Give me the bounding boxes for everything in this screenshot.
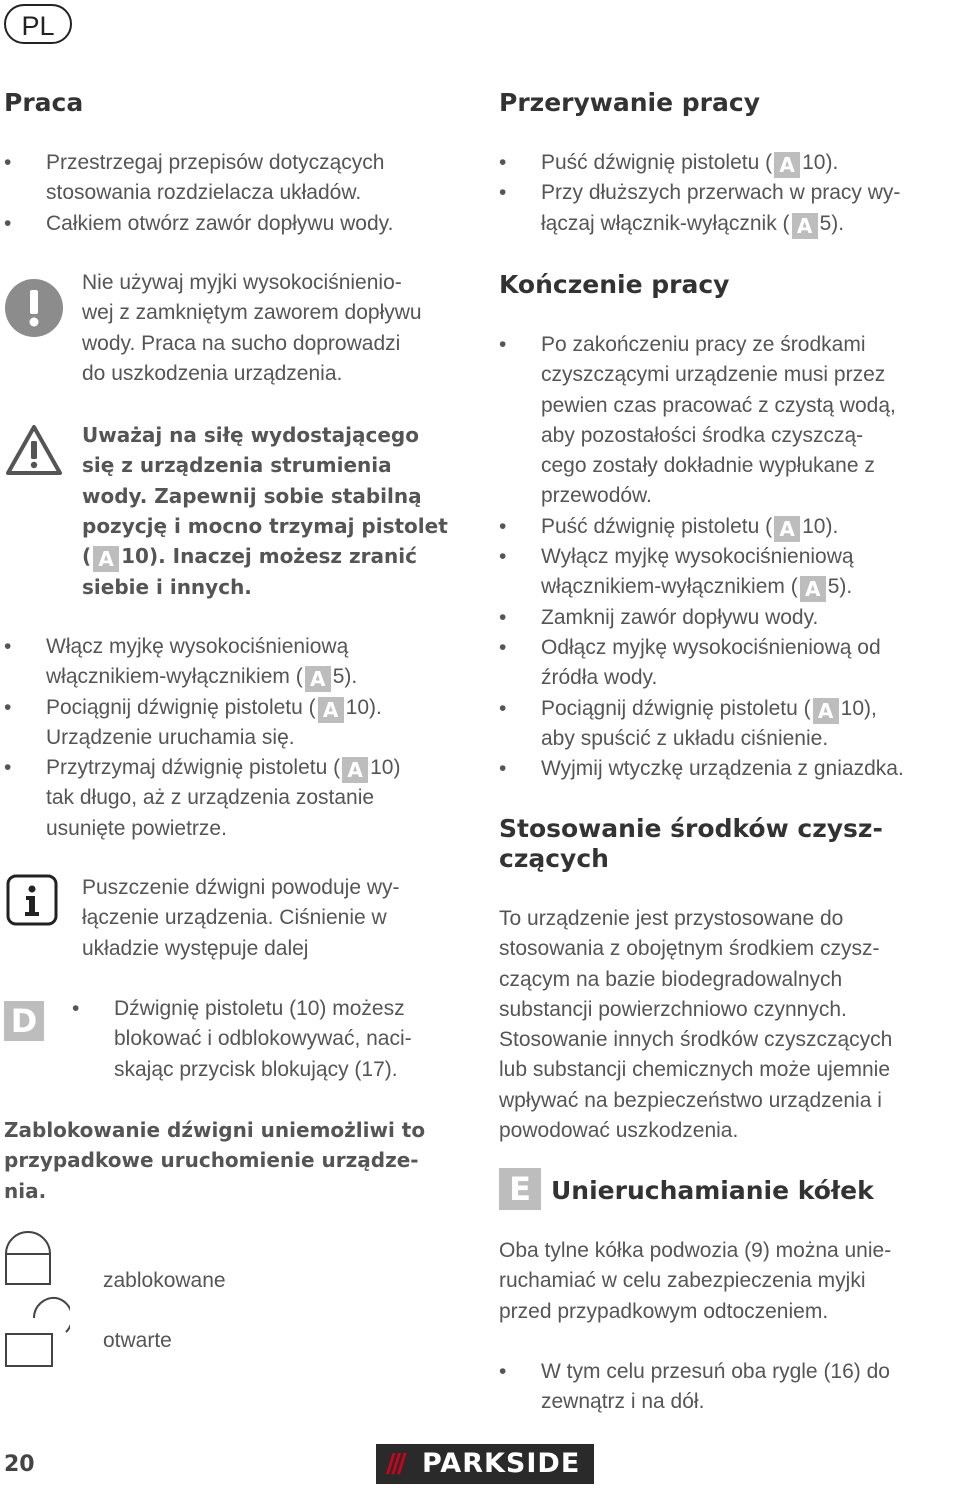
list-item: • W tym celu przesuń oba rygle (16) do zewnątrz i na dół. <box>499 1357 960 1418</box>
info-note: Puszczenie dźwigni powoduje wy- łączenie urządzenia. Ciśnienie w układzie występuje dalej <box>82 876 400 960</box>
ref-badge: A <box>93 546 119 572</box>
ref-badge: A <box>342 757 368 783</box>
warning-circle-icon <box>4 278 64 338</box>
wheels-paragraph: Oba tylne kółka podwozia (9) można unie- ruchamiać w celu zabezpieczenia myjki przed przypadkowym odtoczeniem. <box>499 1239 892 1323</box>
ref-badge: A <box>813 698 839 724</box>
lock-open-label: otwarte <box>103 1329 172 1352</box>
ref-badge: A <box>774 152 800 178</box>
interrupt-list <box>499 148 960 239</box>
info-icon <box>6 874 58 926</box>
logo-stripes-icon: /// <box>386 1449 403 1479</box>
warning-note: Nie używaj myjki wysokociśnienio- wej z zamkniętym zaworem dopływu wody. Praca na sucho doprowadzi do uszkodzenia urządzenia. <box>82 271 422 385</box>
lock-closed-label: zablokowane <box>103 1269 226 1292</box>
d-list <box>72 994 482 1085</box>
list-item: • Puść dźwignię pistoletu ( A 10). <box>499 148 960 178</box>
list-item: • Puść dźwignię pistoletu ( A 10). <box>499 512 960 542</box>
figure-badge-d: D <box>4 1001 44 1041</box>
ref-badge: A <box>774 516 800 542</box>
caution-note: Uważaj na siłę wydostającego się z urządzenia strumienia wody. Zapewnij sobie stabilną pozycję i mocno trzymaj pistolet ( A 10). Inaczej możesz zranić siebie i innych. <box>82 423 448 600</box>
page-number: 20 <box>4 1452 35 1477</box>
section-title-finish: Kończenie pracy <box>499 270 730 299</box>
ref-badge: A <box>800 576 826 602</box>
ref-badge: A <box>792 213 818 239</box>
section-title-detergent: Stosowanie środków czysz- czących <box>499 814 883 873</box>
section-title-wheels: Unieruchamianie kółek <box>551 1176 874 1205</box>
list-item: • Wyjmij wtyczkę urządzenia z gniazdka. <box>499 754 960 784</box>
parkside-logo <box>376 1444 594 1484</box>
list-item: • Przy dłuższych przerwach w pracy wy- łączaj włącznik-wyłącznik ( A 5). <box>499 178 960 239</box>
section-title-praca: Praca <box>4 88 84 117</box>
ref-badge: A <box>318 697 344 723</box>
list-item: • Odłącz myjkę wysokociśnieniową od źródła wody. <box>499 633 960 694</box>
list-item: • Pociągnij dźwignię pistoletu ( A 10), aby spuścić z układu ciśnienie. <box>499 694 960 755</box>
list-item: • Dźwignię pistoletu (10) możesz blokować i odblokowywać, naci- skając przycisk blokujący (17). <box>72 994 482 1085</box>
caution-triangle-icon <box>4 423 64 479</box>
list-item: • Po zakończeniu pracy ze środkami czyszczącymi urządzenie musi przez pewien czas pracować z czystą wodą, aby pozostałości środka czyszczą- cego zostały dokładnie wypłukane z przewodów. <box>499 330 960 512</box>
lock-closed-icon <box>4 1228 68 1288</box>
section-title-interrupt: Przerywanie pracy <box>499 88 760 117</box>
list-item: • Przestrzegaj przepisów dotyczących stosowania rozdzielacza układów. <box>4 148 474 209</box>
list-item: • Zamknij zawór dopływu wody. <box>499 603 960 633</box>
logo-text: PARKSIDE <box>422 1448 581 1479</box>
lock-heading: Zablokowanie dźwigni uniemożliwi to przypadkowe uruchomienie urządze- nia. <box>4 1118 426 1203</box>
list-item: • Pociągnij dźwignię pistoletu ( A 10). Urządzenie uruchamia się. <box>4 693 479 754</box>
figure-badge-e: E <box>499 1168 541 1210</box>
detergent-paragraph: To urządzenie jest przystosowane do stosowania z obojętnym środkiem czysz- czącym na bazie biodegradowalnych substancji powierzchniowo czynnych. Stosowanie innych środków czyszczących lub substancji chemicznych może ujemnie wpływać na bezpieczeństwo urządzenia i powodować uszkodzenia. <box>499 907 893 1143</box>
list-item: • Przytrzymaj dźwignię pistoletu ( A 10) tak długo, aż z urządzenia zostanie usunięte powietrze. <box>4 753 479 844</box>
language-badge: PL <box>4 4 72 44</box>
ref-badge: A <box>305 666 331 692</box>
finish-list <box>499 330 960 784</box>
list-item: • Włącz myjkę wysokociśnieniową włącznikiem-wyłącznikiem ( A 5). <box>4 632 479 693</box>
lock-open-icon <box>4 1292 70 1370</box>
wheels-list <box>499 1357 960 1418</box>
list-item: • Wyłącz myjkę wysokociśnieniową włącznikiem-wyłącznikiem ( A 5). <box>499 542 960 603</box>
steps-list <box>4 632 479 844</box>
list-item: • Całkiem otwórz zawór dopływu wody. <box>4 209 474 239</box>
praca-list <box>4 148 474 239</box>
